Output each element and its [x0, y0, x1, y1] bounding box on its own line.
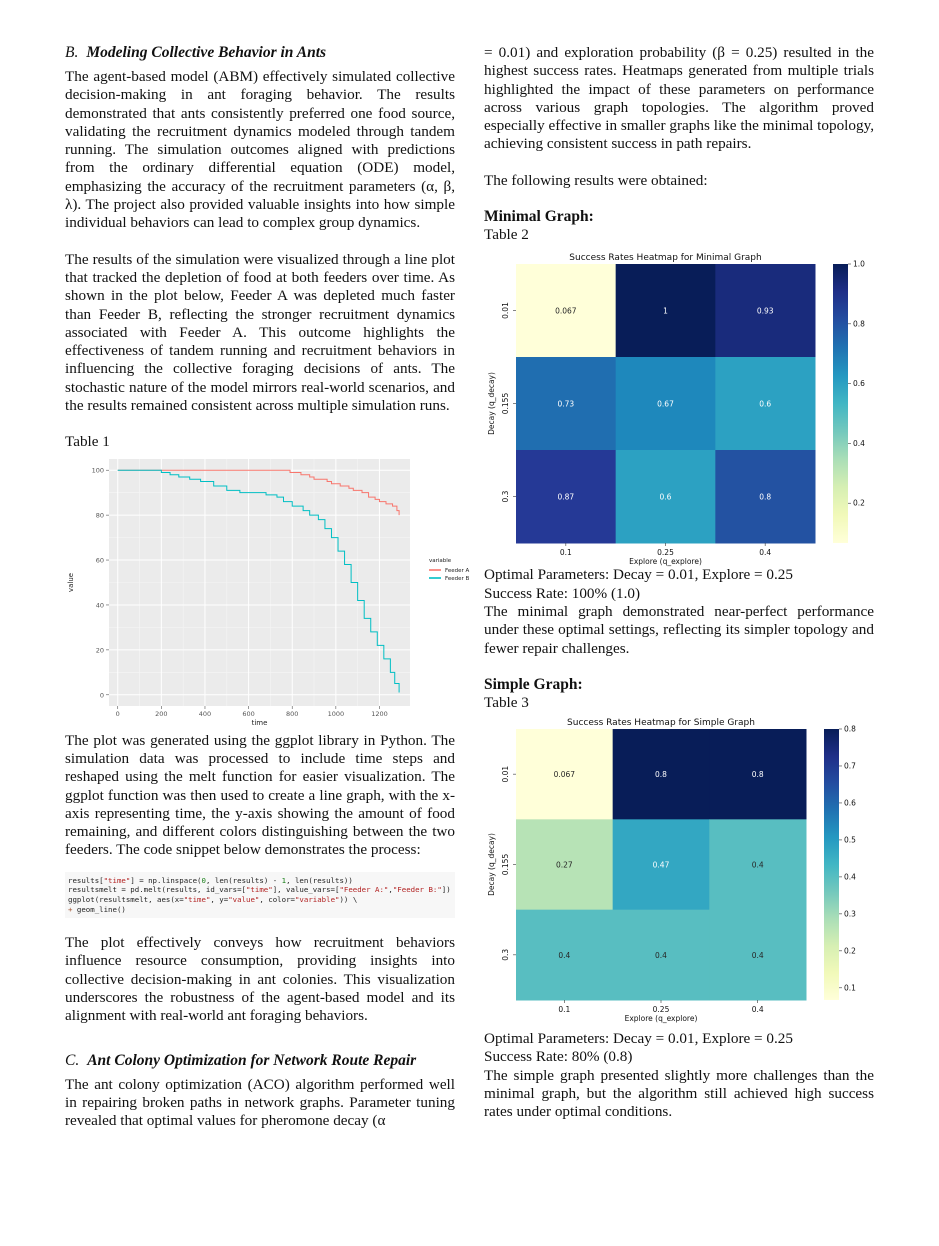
x-axis-label: time	[251, 718, 268, 727]
y-axis-label: Decay (q_decay)	[487, 833, 496, 897]
heatmap-cell-label: 0.6	[759, 399, 772, 409]
code-line: + geom_line()	[68, 904, 126, 914]
heatmap-cell-label: 0.067	[555, 306, 577, 316]
colorbar-tick-label: 0.3	[844, 909, 856, 919]
y-tick-label: 100	[91, 466, 104, 475]
minimal-description: The minimal graph demonstrated near-perfect performance under these optimal settings, reflecting its simpler topology and fewer repair challenges.	[484, 602, 874, 657]
plot-conclusion-paragraph: The plot effectively conveys how recruitment behaviors influence resource consumption, providing insights into collective decision-making in ant colonies. This visualization underscores the robustness of the agent-based model and its alignment with real-world ant foraging behaviors.	[65, 934, 455, 1025]
aco-paragraph-continued: = 0.01) and exploration probability (β = 0.25) resulted in the highest success rates. Heatmaps generated from multiple trials highlighted the impact of these parameters on performance across various graph topologies. The algorithm proved especially effective in smaller graphs like the minimal topology, achieving consistent success in path repairs.	[484, 44, 874, 153]
x-tick-label: 1200	[371, 709, 388, 718]
simple-optimal-parameters: Optimal Parameters: Decay = 0.01, Explore = 0.25	[484, 1030, 793, 1048]
colorbar-tick-label: 0.4	[853, 439, 865, 449]
y-tick-label: 0.155	[501, 393, 510, 415]
section-c-letter: C.	[65, 1051, 80, 1069]
results-intro: The following results were obtained:	[484, 171, 708, 189]
heatmap-cell-label: 0.8	[759, 492, 772, 502]
simple-graph-heatmap	[484, 712, 874, 1030]
y-tick-label: 20	[95, 646, 104, 655]
heatmap-title: Success Rates Heatmap for Minimal Graph	[569, 253, 762, 264]
heatmap-cell-label: 0.4	[751, 860, 764, 870]
x-tick-label: 0.1	[559, 548, 572, 558]
colorbar-tick-label: 0.4	[844, 872, 856, 882]
table-2-label: Table 2	[484, 226, 529, 244]
x-tick-label: 0	[115, 709, 120, 718]
section-b-paragraph-1: The agent-based model (ABM) effectively simulated collective decision-making in ant foraging behavior. The results demonstrated that ants consistently preferred one food source, validating the recruitment dynamics modeled through tandem running. The simulation outcomes aligned with predictions from the ordinary differential equation (ODE) model, emphasizing the accuracy of the recruitment parameters (α, β, λ). The project also provided valuable insights into how simple individual behaviors can lead to complex group dynamics.	[65, 68, 455, 232]
heatmap-cell-label: 0.4	[558, 950, 571, 960]
heatmap-cell-label: 0.87	[557, 492, 575, 502]
minimal-optimal-parameters: Optimal Parameters: Decay = 0.01, Explore = 0.25	[484, 566, 793, 584]
section-b-title: Modeling Collective Behavior in Ants	[86, 44, 327, 61]
code-line: resultsmelt = pd.melt(results, id_vars=["time"], value_vars=["Feeder A:","Feeder B:"])	[68, 885, 451, 895]
heatmap-cell-label: 0.8	[751, 770, 764, 780]
y-tick-label: 0.01	[501, 765, 510, 783]
colorbar	[824, 729, 839, 1000]
x-axis-label: Explore (q_explore)	[629, 557, 702, 567]
heatmap-cell-label: 0.067	[553, 770, 576, 780]
y-tick-label: 40	[95, 601, 104, 610]
colorbar-tick-label: 0.6	[844, 798, 856, 808]
heatmap-cell-label: 0.93	[756, 306, 774, 316]
y-tick-label: 0.3	[501, 490, 510, 503]
colorbar	[833, 264, 848, 543]
heatmap-title: Success Rates Heatmap for Simple Graph	[567, 718, 755, 729]
heatmap-cell-label: 0.73	[557, 399, 575, 409]
simple-success-rate: Success Rate: 80% (0.8)	[484, 1048, 633, 1066]
simple-graph-heading: Simple Graph:	[484, 675, 583, 693]
x-tick-label: 600	[242, 709, 255, 718]
section-c-title: Ant Colony Optimization for Network Route Repair	[87, 1051, 417, 1069]
x-tick-label: 0.4	[759, 548, 772, 558]
y-tick-label: 60	[95, 556, 104, 565]
code-snippet	[65, 872, 455, 918]
section-b-heading	[65, 44, 455, 62]
feeder-depletion-line-chart	[65, 454, 470, 727]
x-tick-label: 400	[198, 709, 212, 718]
heatmap-cell-label: 1	[663, 306, 668, 316]
heatmap-cell-label: 0.67	[657, 399, 674, 409]
y-tick-label: 80	[95, 511, 104, 520]
plot-description-paragraph: The plot was generated using the ggplot library in Python. The simulation data was processed to include time steps and reshaped using the melt function for easier visualization. The ggplot function was then used to create a line graph, with the x-axis representing time, the y-axis showing the amount of food remaining, and different colors distinguishing between the two feeders. The code snippet below demonstrates the process:	[65, 731, 455, 859]
simple-description: The simple graph presented slightly more challenges than the minimal graph, but the algorithm still achieved high success rates under optimal conditions.	[484, 1066, 874, 1121]
colorbar-tick-label: 0.6	[853, 379, 865, 389]
y-axis-label: Decay (q_decay)	[487, 372, 496, 436]
colorbar-tick-label: 0.7	[844, 761, 856, 771]
colorbar-tick-label: 0.8	[853, 319, 865, 329]
minimal-graph-heading: Minimal Graph:	[484, 208, 594, 226]
section-c-paragraph: The ant colony optimization (ACO) algorithm performed well in repairing broken paths in network graphs. Parameter tuning revealed that optimal values for pheromone decay (α	[65, 1075, 455, 1130]
code-line: results["time"] = np.linspace(0, len(results) - 1, len(results))	[68, 875, 353, 885]
section-c-heading	[65, 1052, 455, 1070]
code-line: ggplot(resultsmelt, aes(x="time", y="value", color="variable")) \	[68, 894, 358, 904]
right-column	[484, 44, 874, 1122]
x-axis-label: Explore (q_explore)	[624, 1014, 698, 1024]
y-tick-label: 0.3	[501, 949, 510, 961]
minimal-success-rate: Success Rate: 100% (1.0)	[484, 584, 641, 602]
colorbar-tick-label: 0.8	[844, 724, 856, 734]
section-b-letter: B.	[65, 44, 79, 61]
x-tick-label: 800	[286, 709, 299, 718]
colorbar-tick-label: 0.5	[844, 835, 856, 845]
heatmap-cell-label: 0.27	[555, 860, 573, 870]
heatmap-cell-label: 0.6	[659, 492, 672, 502]
heatmap-cell-label: 0.8	[655, 770, 667, 780]
colorbar-tick-label: 0.2	[844, 946, 856, 956]
x-tick-label: 200	[155, 709, 168, 718]
minimal-graph-heatmap	[484, 244, 874, 566]
legend-label: Feeder B	[445, 575, 470, 582]
x-tick-label: 0.25	[652, 1005, 670, 1015]
x-tick-label: 0.4	[751, 1005, 764, 1015]
x-tick-label: 0.1	[558, 1005, 571, 1015]
legend-label: Feeder A	[445, 567, 470, 574]
y-axis-label: value	[67, 572, 75, 592]
colorbar-tick-label: 1.0	[853, 259, 865, 269]
y-tick-label: 0.01	[501, 302, 510, 320]
table-3-label: Table 3	[484, 693, 529, 711]
legend-title: variable	[429, 557, 452, 564]
heatmap-cell-label: 0.4	[751, 950, 764, 960]
heatmap-cell-label: 0.4	[655, 950, 667, 960]
x-tick-label: 1000	[327, 709, 345, 718]
left-column	[65, 44, 470, 1130]
colorbar-tick-label: 0.1	[844, 983, 856, 993]
section-b-paragraph-2: The results of the simulation were visualized through a line plot that tracked the depletion of food at both feeders over time. As shown in the plot below, Feeder A was depleted much faster than Feeder B, reflecting the stronger recruitment dynamics associated with Feeder A. This outcome highlights the effectiveness of tandem running and recruitment behaviors in influencing the collective foraging decisions of ants. The stochastic nature of the model mirrors real-world scenarios, and the results remained consistent across multiple simulation runs.	[65, 250, 455, 415]
colorbar-tick-label: 0.2	[853, 499, 865, 509]
y-tick-label: 0	[99, 690, 104, 699]
table-1-label: Table 1	[65, 433, 110, 451]
x-tick-label: 0.25	[657, 548, 674, 558]
heatmap-cell-label: 0.47	[652, 860, 670, 870]
y-tick-label: 0.155	[501, 853, 510, 876]
